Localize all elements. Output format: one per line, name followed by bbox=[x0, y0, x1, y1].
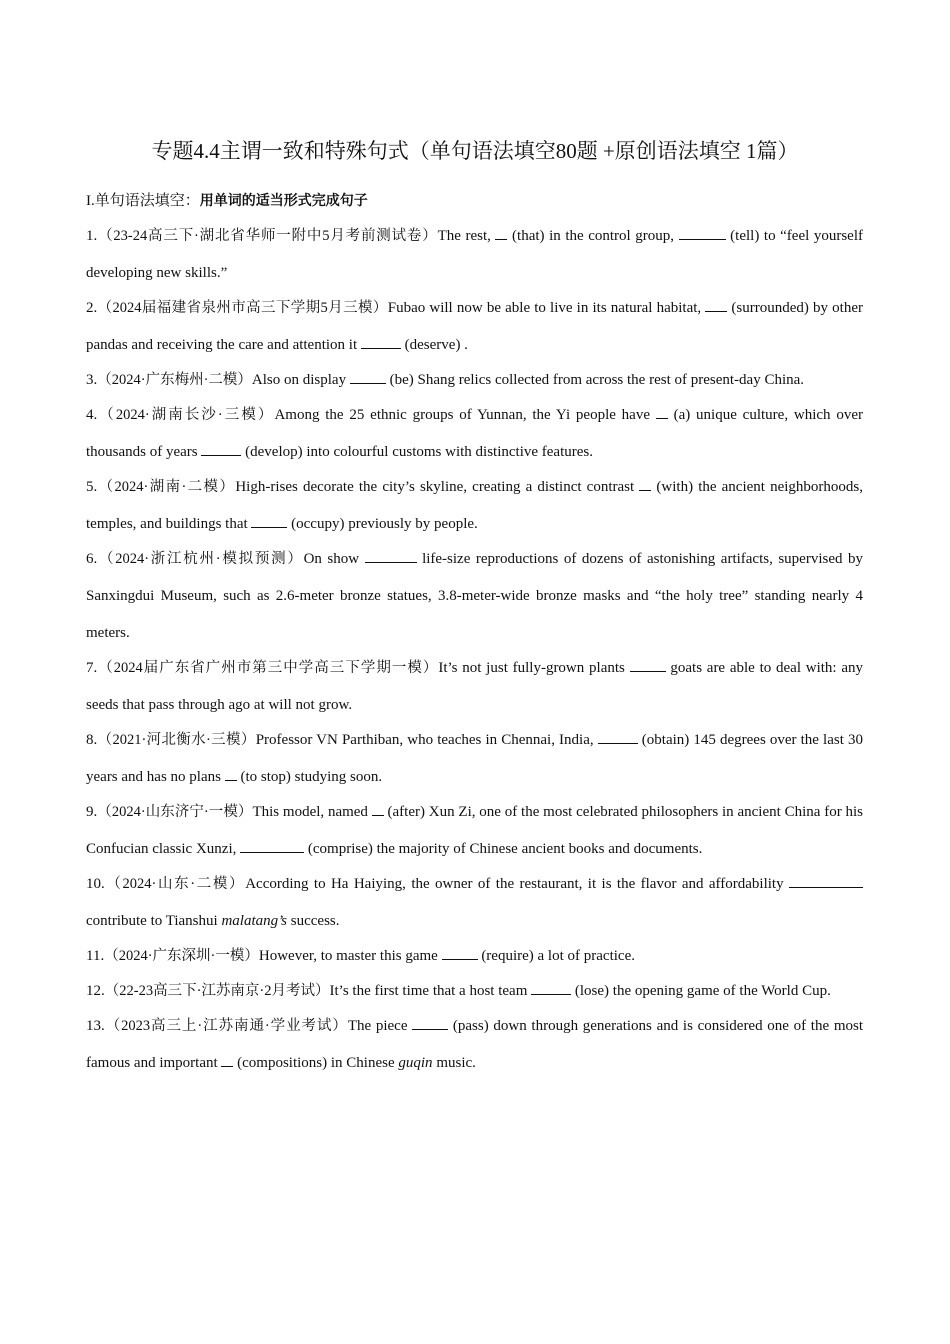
question-list bbox=[86, 218, 863, 1080]
question-source: （2024·山东济宁·一模） bbox=[97, 804, 253, 820]
answer-blank[interactable] bbox=[679, 224, 726, 240]
answer-blank[interactable] bbox=[531, 979, 571, 995]
question-source: （2024·湖南长沙·三模） bbox=[97, 407, 275, 423]
question-1: 1.（23-24高三下·湖北省华师一附中5月考前测试卷）The rest, (that) in the control group, (tell) to “feel yourself developing new skills.” bbox=[86, 218, 863, 292]
question-13: 13.（2023高三上·江苏南通·学业考试）The piece (pass) down through generations and is considered one of the most famous and important (compositions) in Chinese guqin music. bbox=[86, 1008, 863, 1082]
section-label: I.单句语法填空： bbox=[86, 193, 200, 209]
answer-blank[interactable] bbox=[240, 837, 304, 853]
answer-blank[interactable] bbox=[361, 333, 401, 349]
answer-blank[interactable] bbox=[630, 656, 666, 672]
question-7: 7.（2024届广东省广州市第三中学高三下学期一模）It’s not just fully-grown plants goats are able to deal with: any seeds that pass through ago at will not grow. bbox=[86, 650, 863, 724]
question-6: 6.（2024·浙江杭州·模拟预测）On show life-size reproductions of dozens of astonishing artifacts, supervised by Sanxingdui Museum, such as 2.6-meter bronze statues, 3.8-meter-wide bronze masks and “the holy tree” standing nearly 4 meters. bbox=[86, 541, 863, 652]
answer-blank[interactable] bbox=[372, 800, 384, 816]
question-source: （2024届福建省泉州市高三下学期5月三模） bbox=[97, 300, 388, 316]
answer-blank[interactable] bbox=[225, 765, 237, 781]
question-source: （2021·河北衡水·三模） bbox=[97, 732, 256, 748]
question-10: 10.（2024·山东·二模）According to Ha Haiying, the owner of the restaurant, it is the flavor and affordability contribute to Tianshui malatang’s success. bbox=[86, 866, 863, 940]
question-source: （2024·湖南·二模） bbox=[97, 479, 236, 495]
question-source: （2024·广东梅州·二模） bbox=[97, 372, 252, 388]
question-source: （2024·广东深圳·一模） bbox=[104, 948, 259, 964]
question-11: 11.（2024·广东深圳·一模）However, to master this game (require) a lot of practice. bbox=[86, 938, 863, 975]
question-source: （2024·浙江杭州·模拟预测） bbox=[97, 551, 304, 567]
answer-blank[interactable] bbox=[442, 944, 478, 960]
answer-blank[interactable] bbox=[639, 475, 651, 491]
question-source: （22-23高三下·江苏南京·2月考试） bbox=[104, 983, 330, 999]
question-4: 4.（2024·湖南长沙·三模）Among the 25 ethnic groups of Yunnan, the Yi people have (a) unique culture, which over thousands of years (develop) into colourful customs with distinctive features. bbox=[86, 397, 863, 471]
answer-blank[interactable] bbox=[705, 296, 727, 312]
answer-blank[interactable] bbox=[201, 440, 241, 456]
question-source: （23-24高三下·湖北省华师一附中5月考前测试卷） bbox=[97, 228, 438, 244]
question-source: （2024届广东省广州市第三中学高三下学期一模） bbox=[97, 660, 439, 676]
question-12: 12.（22-23高三下·江苏南京·2月考试）It’s the first time that a host team (lose) the opening game of the World Cup. bbox=[86, 973, 863, 1010]
answer-blank[interactable] bbox=[412, 1014, 448, 1030]
answer-blank[interactable] bbox=[495, 224, 507, 240]
answer-blank[interactable] bbox=[251, 512, 287, 528]
answer-blank[interactable] bbox=[598, 728, 638, 744]
question-2: 2.（2024届福建省泉州市高三下学期5月三模）Fubao will now be able to live in its natural habitat, (surrounded) by other pandas and receiving the care and attention it (deserve) . bbox=[86, 290, 863, 364]
question-9: 9.（2024·山东济宁·一模）This model, named (after) Xun Zi, one of the most celebrated philosophers in ancient China for his Confucian classic Xunzi, (comprise) the majority of Chinese ancient books and documents. bbox=[86, 794, 863, 868]
answer-blank[interactable] bbox=[350, 368, 386, 384]
section-instruction: 用单词的适当形式完成句子 bbox=[199, 193, 368, 209]
section-heading bbox=[86, 189, 866, 213]
document-title: 专题4.4主谓一致和特殊句式（单句语法填空80题 +原创语法填空 1篇） bbox=[151, 139, 799, 163]
question-source: （2024·山东·二模） bbox=[104, 876, 246, 892]
answer-blank[interactable] bbox=[365, 547, 417, 563]
answer-blank[interactable] bbox=[221, 1051, 233, 1067]
question-8: 8.（2021·河北衡水·三模）Professor VN Parthiban, who teaches in Chennai, India, (obtain) 145 degrees over the last 30 years and has no plans (to stop) studying soon. bbox=[86, 722, 863, 796]
answer-blank[interactable] bbox=[656, 403, 668, 419]
question-3: 3.（2024·广东梅州·二模）Also on display (be) Shang relics collected from across the rest of present-day China. bbox=[86, 362, 863, 399]
question-source: （2023高三上·江苏南通·学业考试） bbox=[104, 1018, 348, 1034]
answer-blank[interactable] bbox=[789, 872, 863, 888]
question-5: 5.（2024·湖南·二模）High-rises decorate the city’s skyline, creating a distinct contrast (with) the ancient neighborhoods, temples, and buildings that (occupy) previously by people. bbox=[86, 469, 863, 543]
